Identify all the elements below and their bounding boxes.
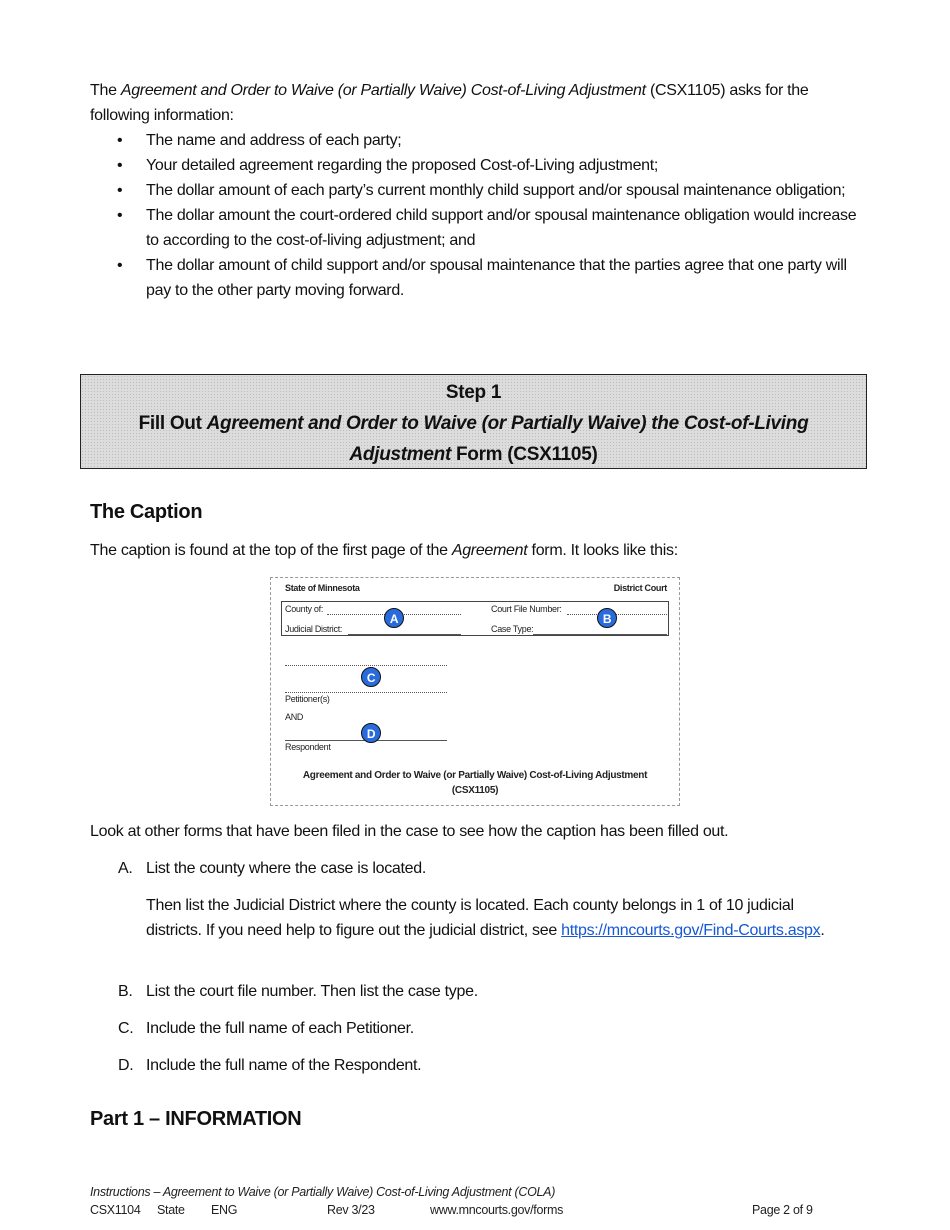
list-item: • Your detailed agreement regarding the proposed Cost-of-Living adjustment; bbox=[90, 153, 865, 178]
find-courts-link[interactable]: https://mncourts.gov/Find-Courts.aspx bbox=[561, 922, 821, 939]
petitioner-label: Petitioner(s) bbox=[285, 694, 330, 704]
instruction-a: A. List the county where the case is located. bbox=[118, 860, 427, 877]
info-list bbox=[90, 128, 865, 303]
step-1-banner bbox=[80, 374, 867, 469]
caption-example-image bbox=[270, 577, 680, 806]
instruction-b: B. List the court file number. Then list the case type. bbox=[118, 983, 478, 1000]
list-item: • The dollar amount of each party’s current monthly child support and/or spousal maintenance obligation; bbox=[90, 178, 865, 203]
badge-d: D bbox=[361, 723, 381, 743]
footer-lang: ENG bbox=[211, 1203, 238, 1217]
instruction-c: C. Include the full name of each Petitioner. bbox=[118, 1020, 414, 1037]
footer-rev: Rev 3/23 bbox=[327, 1203, 375, 1217]
case-type-label: Case Type: bbox=[491, 624, 534, 634]
and-label: AND bbox=[285, 712, 304, 722]
respondent-label: Respondent bbox=[285, 742, 331, 752]
file-number-label: Court File Number: bbox=[491, 604, 562, 614]
caption-heading: The Caption bbox=[90, 501, 203, 523]
state-label: State of Minnesota bbox=[285, 583, 360, 593]
intro-paragraph: The Agreement and Order to Waive (or Partially Waive) Cost-of-Living Adjustment (CSX1105) asks for the following information: bbox=[90, 82, 809, 124]
district-label: Judicial District: bbox=[285, 624, 343, 634]
list-item: • The dollar amount of child support and/or spousal maintenance that the parties agree that one party will pay to the other party moving forward. bbox=[90, 253, 865, 303]
footer-code: CSX1104 bbox=[90, 1203, 141, 1217]
county-label: County of: bbox=[285, 604, 324, 614]
court-label: District Court bbox=[613, 583, 667, 593]
footer-page: Page 2 of 9 bbox=[752, 1203, 813, 1217]
look-paragraph: Look at other forms that have been filed in the case to see how the caption has been filled out. bbox=[90, 823, 729, 840]
step-title: Step 1 bbox=[445, 382, 502, 403]
footer-url: www.mncourts.gov/forms bbox=[430, 1203, 564, 1217]
caption-paragraph: The caption is found at the top of the first page of the Agreement form. It looks like this: bbox=[90, 542, 678, 559]
step-subtitle: Fill Out Agreement and Order to Waive (or Partially Waive) the Cost-of-Living Adjustment Form (CSX1105) bbox=[138, 413, 809, 465]
badge-b: B bbox=[597, 608, 617, 628]
badge-a: A bbox=[384, 608, 404, 628]
list-item: • The dollar amount the court-ordered child support and/or spousal maintenance obligation would increase to according to the cost-of-living adjustment; and bbox=[90, 203, 865, 253]
part1-heading: Part 1 – INFORMATION bbox=[90, 1108, 302, 1130]
instruction-d: D. Include the full name of the Respondent. bbox=[118, 1057, 422, 1074]
footer-title: Instructions – Agreement to Waive (or Partially Waive) Cost-of-Living Adjustment (COLA) bbox=[90, 1185, 556, 1199]
footer-state: State bbox=[157, 1203, 185, 1217]
instruction-a-detail: Then list the Judicial District where the county is located. Each county belongs in 1 of 10 judicial districts. If you need help to figure out the judicial district, see https://mncourts.gov/Find-Courts.aspx. bbox=[146, 897, 825, 939]
caption-form-title: Agreement and Order to Waive (or Partially Waive) Cost-of-Living Adjustment (CSX1105) bbox=[302, 770, 648, 796]
badge-c: C bbox=[361, 667, 381, 687]
list-item: • The name and address of each party; bbox=[90, 128, 865, 153]
